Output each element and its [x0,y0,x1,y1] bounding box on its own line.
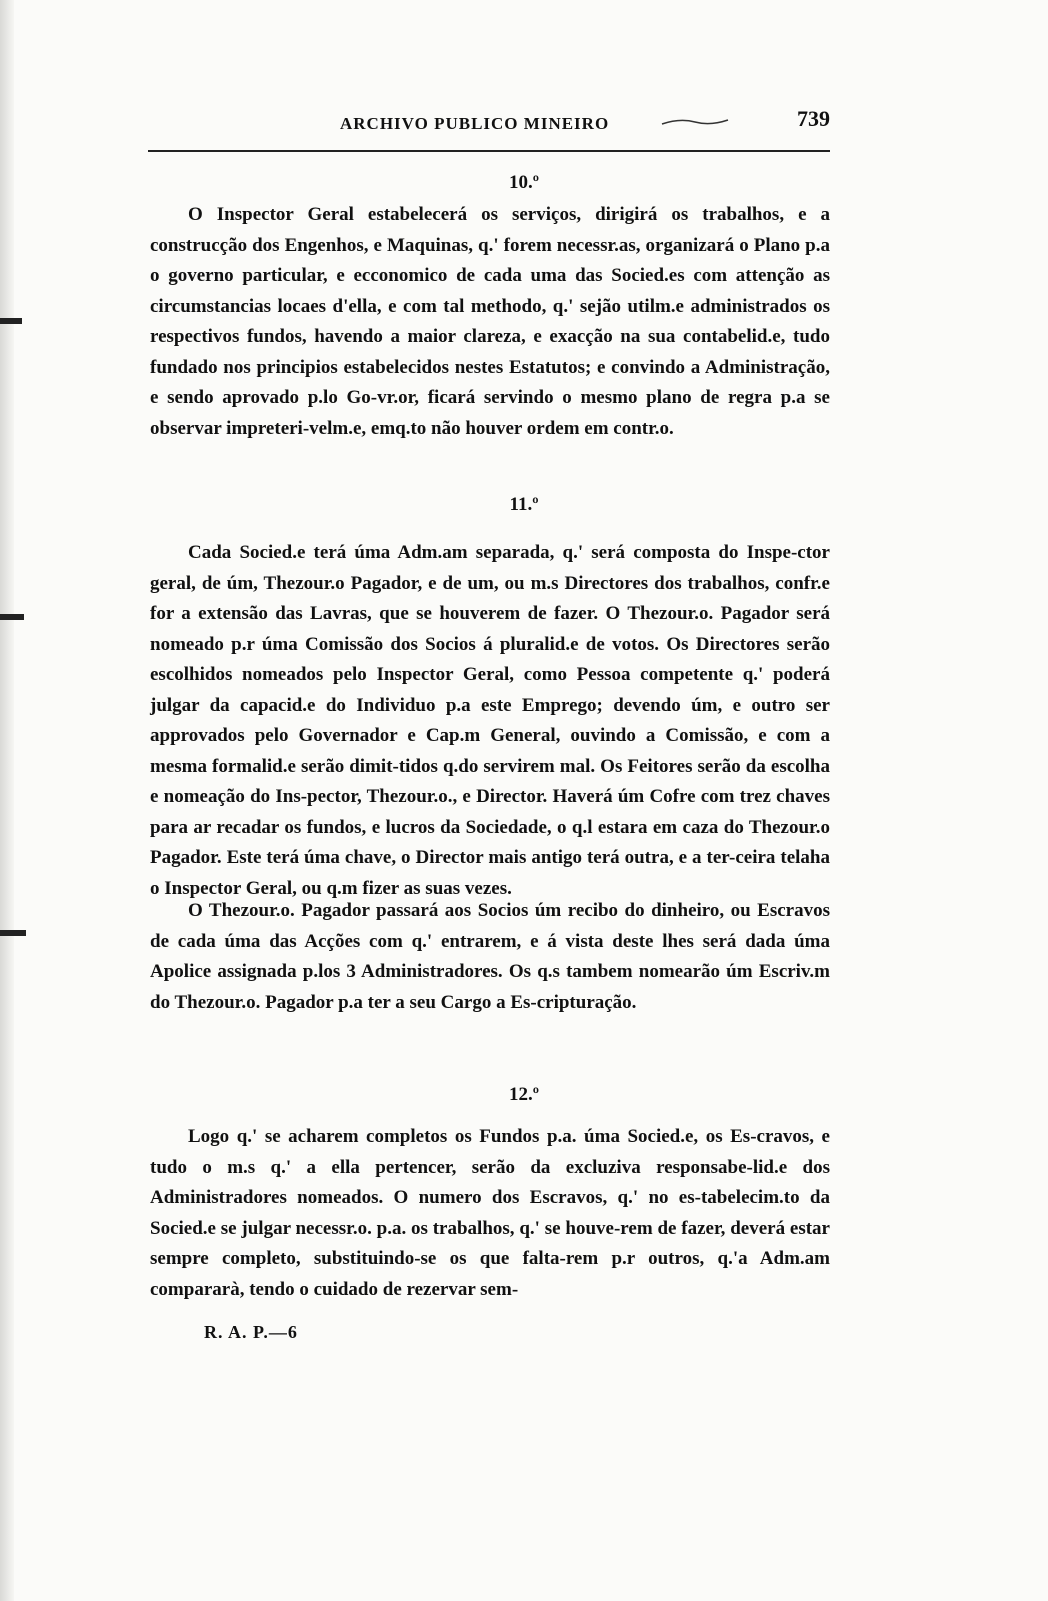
section-number: 12.º [508,1084,540,1105]
scan-margin-mark [0,318,22,324]
scan-page-edge [0,0,14,1601]
scan-margin-mark [0,614,24,620]
running-title: ARCHIVO PUBLICO MINEIRO [340,114,610,133]
page-number: 739 [797,106,830,131]
page-header [150,104,830,144]
scan-margin-mark [0,930,26,936]
section-paragraph: O Thezour.o. Pagador passará aos Socios úm recibo do dinheiro, ou Escravos de cada úma das Acções com q.' entrarem, e á vista deste lhes será dada úma Apolice assignada p.los 3 Administradores. Os q.s tambem nomearão úm Escriv.m do Thezour.o. Pagador p.a ter a seu Cargo a Es-cripturação. [150,900,830,1013]
signature-mark: R. A. P.—6 [204,1322,298,1342]
section-number: 10.º [508,172,540,193]
header-ornament [660,118,730,126]
header-rule [148,150,830,152]
section-paragraph: Logo q.' se acharem completos os Fundos p.a. úma Socied.e, os Es-cravos, e tudo o m.s q.' a ella pertencer, serão da excluziva responsabe-lid.e dos Administradores nomeados. O numero dos Escravos, q.' no es-tabelecim.to da Socied.e se julgar necessr.o. p.a. os trabalhos, q.' se houve-rem de fazer, deverá estar sempre completo, substituindo-se os que falta-rem p.r outros, q.'a Adm.am compararà, tendo o cuidado de rezervar sem- [150,1126,830,1300]
section-paragraph: O Inspector Geral estabelecerá os serviços, dirigirá os trabalhos, e a construcção dos Engenhos, e Maquinas, q.' forem necessr.as, organizará o Plano p.a o governo particular, e ecconomico de cada uma das Socied.es com attenção as circumstancias locaes d'ella, e com tal methodo, q.' sejão utilm.e administrados os respectivos fundos, havendo a maior clareza, e exacção na sua contabelid.e, tudo fundado nos principios estabelecidos nestes Estatutos; e convindo a Administração, e sendo aprovado p.lo Go-vr.or, ficará servindo o mesmo plano de regra p.a se observar impreteri-velm.e, emq.to não houver ordem em contr.o. [150,204,830,439]
section-number: 11.º [509,494,539,515]
section-paragraph: Cada Socied.e terá úma Adm.am separada, q.' será composta do Inspe-ctor geral, de úm, Thezour.o Pagador, e de um, ou m.s Directores dos trabalhos, confr.e for a extensão das Lavras, que se houverem de fazer. O Thezour.o. Pagador será nomeado p.r úma Comissão dos Socios á pluralid.e de votos. Os Directores serão escolhidos nomeados pelo Inspector Geral, como Pessoa competente q.' poderá julgar da capacid.e do Individuo p.a este Emprego; devendo úm, e outro ser approvados pelo Governador e Cap.m General, ouvindo a Comissão, e com a mesma formalid.e serão dimit-tidos q.do servirem mal. Os Feitores serão da escolha e nomeação do Ins-pector, Thezour.o., e Director. Haverá úm Cofre com trez chaves para ar recadar os fundos, e lucros da Sociedade, o q.l estara em caza do Thezour.o Pagador. Este terá úma chave, o Director mais antigo terá outra, e a ter-ceira telaha o Inspector Geral, ou q.m fizer as suas vezes. [150,542,830,899]
